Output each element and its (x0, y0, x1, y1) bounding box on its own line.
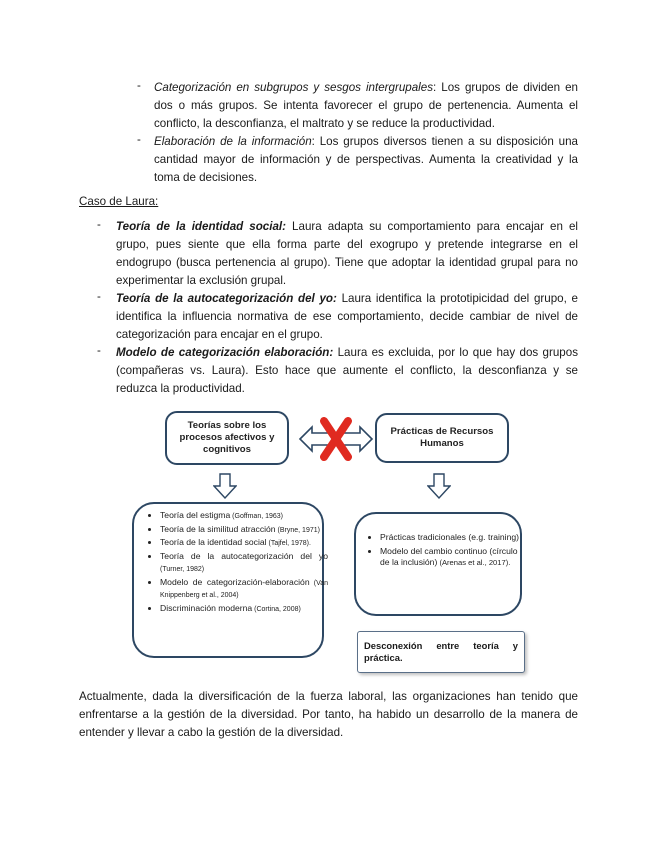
disconnect-note: Desconexión entre teoría y práctica. (357, 631, 525, 673)
bullet-dash: - (137, 79, 141, 92)
list-item: Categorización en subgrupos y sesgos intergrupales: Los grupos de dividen en dos o más grupos. Se intenta favorecer el grupo de pertenencia. Aumenta el conflicto, la desconfianza, el maltrato y se reduce la productividad. (154, 81, 578, 130)
list-item: • Teoría del estigma (Goffman, 1963) (160, 510, 328, 523)
list-item: • Teoría de la autocategorización del yo (Turner, 1982) (160, 551, 328, 576)
down-arrow-icon (427, 473, 451, 499)
list-item: • Discriminación moderna (Cortina, 2008) (160, 603, 328, 616)
theories-list (146, 510, 328, 616)
list-item: Teoría de la identidad social: Laura adapta su comportamiento para encajar en el grupo, pues siente que ella forma parte del exogrupo y pretende integrarse en el endogrupo (busca pertenencia al grupo). Tiene que adoptar la identidad grupal para no experimentar la exclusión grupal. (116, 220, 578, 287)
closing-paragraph: Actualmente, dada la diversificación de la fuerza laboral, las organizaciones han tenido que enfrentarse a la gestión de la diversidad. Por tanto, ha habido un desarrollo de la manera de entender y llevar a cabo la gestión de la diversidad. (79, 690, 578, 739)
bullet-dash: - (97, 290, 101, 303)
list-item: • Teoría de la similitud atracción (Bryne, 1971) (160, 524, 328, 537)
bullet-dash: - (97, 344, 101, 357)
disconnect-arrow-icon (296, 417, 376, 461)
down-arrow-icon (213, 473, 237, 499)
list-item: • Teoría de la identidad social (Tajfel, 1978). (160, 537, 328, 550)
practices-list (366, 532, 525, 570)
practices-list-box (354, 512, 522, 616)
list-item: Teoría de la autocategorización del yo: Laura identifica la prototipicidad del grupo, e identifica la influencia normativa de ese comportamiento, decide cambiar de nivel de categorización para encajar en el grupo. (116, 292, 578, 341)
list-item: Elaboración de la información: Los grupos diversos tienen a su disposición una cantidad mayor de información y de perspectivas. Aumenta la creatividad y la toma de decisiones. (154, 135, 578, 184)
section-heading: Caso de Laura: (79, 195, 159, 208)
list-item: • Prácticas tradicionales (e.g. training) (380, 532, 525, 545)
list-item: • Modelo del cambio continuo (círculo de la inclusión) (Arenas et al., 2017). (380, 546, 525, 569)
bullet-dash: - (97, 218, 101, 231)
practices-title-box: Prácticas de Recursos Humanos (375, 413, 509, 463)
list-item: Modelo de categorización elaboración: Laura es excluida, por lo que hay dos grupos (compañeras vs. Laura). Esto hace que aumente el conflicto, la desconfianza y se reduzca la productividad. (116, 346, 578, 395)
bullet-dash: - (137, 133, 141, 146)
list-item: • Modelo de categorización-elaboración (Van Knippenberg et al., 2004) (160, 577, 328, 602)
theories-title-box: Teorías sobre los procesos afectivos y cognitivos (165, 411, 289, 465)
theories-list-box (132, 502, 329, 658)
diagram (128, 405, 528, 675)
